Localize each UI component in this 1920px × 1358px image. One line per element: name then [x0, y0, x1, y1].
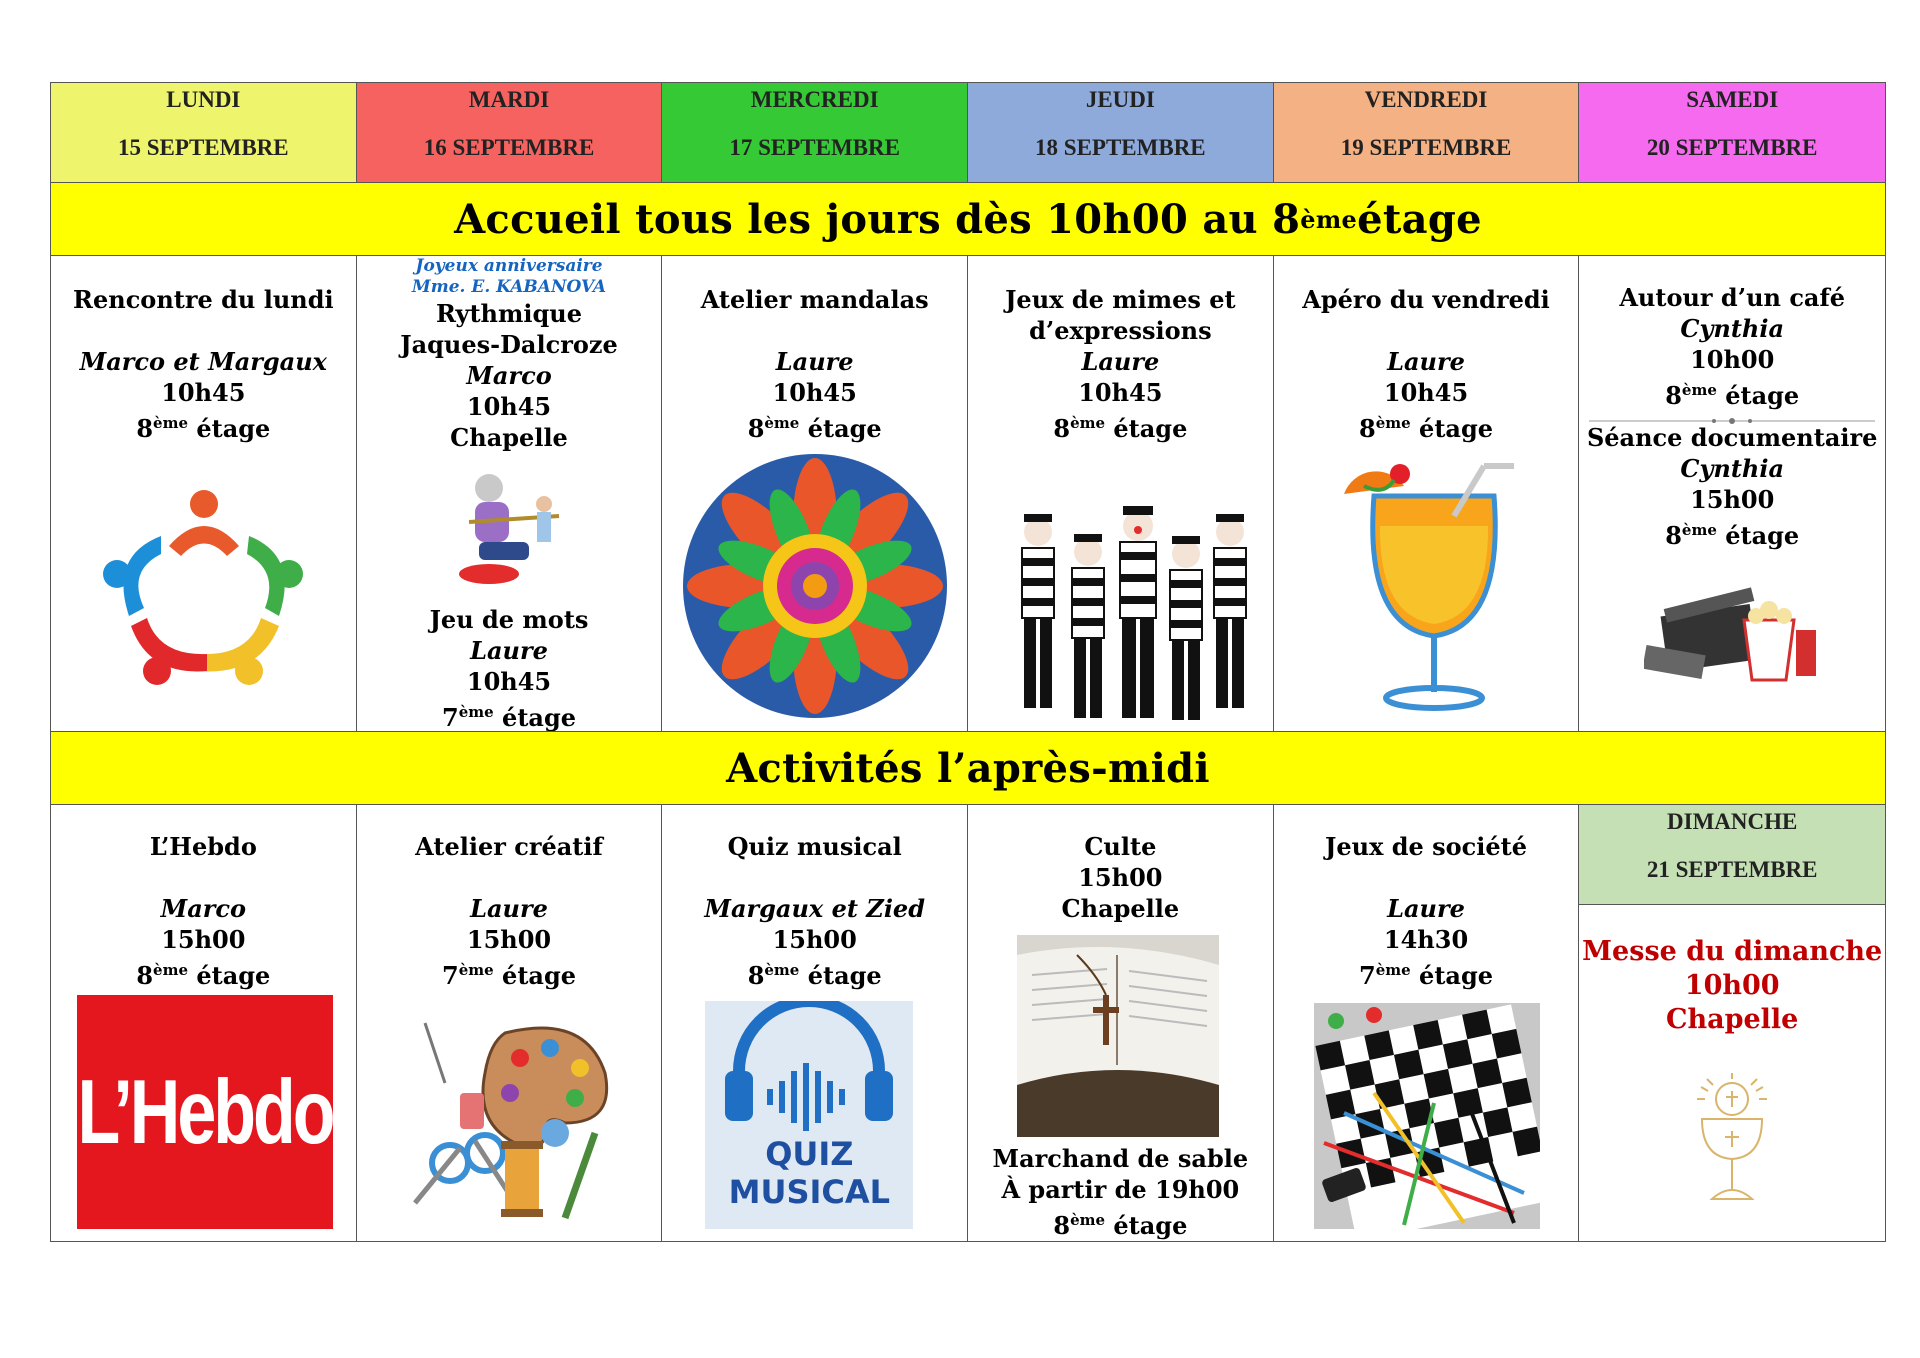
activity-block — [51, 831, 356, 991]
activity-host: Laure — [775, 347, 854, 376]
activity-time: 10h45 — [466, 667, 552, 696]
mass-time: 10h00 — [1684, 970, 1780, 1001]
banner-sup: ème — [1300, 204, 1358, 234]
day-date: 18 SEPTEMBRE — [1035, 135, 1206, 160]
morning-mardi — [357, 256, 663, 731]
afternoon-dimanche — [1579, 805, 1885, 1241]
morning-samedi — [1579, 256, 1885, 731]
bible-icon — [1017, 935, 1219, 1137]
mandala-icon — [682, 448, 948, 724]
activity-floor: 8ème étage — [136, 961, 271, 990]
activity-block-2 — [357, 604, 662, 731]
activity-time: 10h45 — [772, 378, 857, 407]
mimes-icon — [988, 492, 1258, 724]
day-header-lundi — [51, 83, 357, 182]
day-name: SAMEDI — [1686, 87, 1779, 112]
day-header-samedi — [1579, 83, 1885, 182]
activity-place: Chapelle — [450, 423, 568, 452]
activity-title: Jeux de mimes et — [1005, 285, 1236, 314]
afternoon-mercredi — [662, 805, 968, 1241]
day-header-dimanche — [1579, 805, 1885, 905]
activity-floor: 8ème étage — [747, 961, 882, 990]
board-games-icon — [1314, 1003, 1540, 1229]
day-name: LUNDI — [166, 87, 241, 112]
activity-title: Autour d’un café — [1619, 283, 1846, 312]
day-date: 19 SEPTEMBRE — [1340, 135, 1512, 160]
activity-title: Atelier créatif — [415, 832, 603, 861]
afternoon-vendredi — [1274, 805, 1580, 1241]
activity-title: Rythmique — [436, 299, 583, 328]
day-date: 20 SEPTEMBRE — [1646, 135, 1818, 160]
activity-block — [1579, 282, 1885, 411]
morning-banner — [51, 183, 1885, 256]
activity-time: 10h45 — [1078, 378, 1163, 407]
birthday-line: Joyeux anniversaire — [415, 256, 603, 276]
day-date: 15 SEPTEMBRE — [118, 135, 289, 160]
activity-block — [968, 831, 1273, 924]
activity-block — [357, 831, 662, 991]
mass-place: Chapelle — [1666, 1004, 1799, 1035]
activity-title: Atelier mandalas — [700, 285, 929, 314]
mass-block — [1579, 935, 1885, 1037]
activity-host: Cynthia — [1680, 314, 1785, 343]
banner-text: Accueil tous les jours dès 10h00 au 8 — [454, 195, 1301, 243]
quiz-musical-logo — [705, 1001, 913, 1229]
activity-time: 15h00 — [772, 925, 857, 954]
day-name: MARDI — [468, 87, 550, 112]
morning-vendredi — [1274, 256, 1580, 731]
activity-floor: 7ème étage — [1359, 961, 1494, 990]
activity-floor: 8ème étage — [1665, 521, 1800, 550]
activity-floor: 8ème étage — [1665, 381, 1800, 410]
cinema-icon — [1644, 580, 1820, 686]
activity-floor: 8ème étage — [1359, 414, 1494, 443]
activity-floor: 8ème étage — [1053, 1211, 1188, 1240]
activity-title-2: d’expressions — [1029, 316, 1212, 345]
afternoon-lundi — [51, 805, 357, 1241]
activity-host: Marco — [160, 894, 247, 923]
activity-time: 15h00 — [466, 925, 552, 954]
hebdo-logo — [77, 995, 333, 1229]
craft-supplies-icon — [405, 1013, 615, 1223]
morning-lundi — [51, 256, 357, 731]
activity-title: Séance documentaire — [1586, 423, 1878, 452]
activity-time: 10h45 — [466, 392, 552, 421]
activity-title: Marchand de sable — [992, 1144, 1249, 1173]
morning-mercredi — [662, 256, 968, 731]
activity-floor: 8ème étage — [1053, 414, 1188, 443]
activity-time: 15h00 — [1078, 863, 1163, 892]
day-name: JEUDI — [1085, 87, 1155, 112]
headphones-icon — [705, 1001, 913, 1131]
activity-block-2 — [1579, 422, 1885, 551]
hebdo-logo-text: L’Hebdo — [77, 1061, 333, 1163]
morning-row — [51, 256, 1885, 732]
activity-block — [1274, 831, 1579, 991]
activity-floor: 7ème étage — [442, 961, 576, 990]
day-header-mardi — [357, 83, 663, 182]
activity-title: Apéro du vendredi — [1302, 285, 1550, 314]
quiz-logo-line-1: QUIZ — [765, 1135, 854, 1173]
activity-block — [968, 284, 1273, 444]
afternoon-mardi — [357, 805, 663, 1241]
banner-text: Activités l’après-midi — [726, 744, 1210, 792]
day-header-jeudi — [968, 83, 1274, 182]
activity-host: Laure — [1081, 347, 1160, 376]
day-header-vendredi — [1274, 83, 1580, 182]
activity-title: Quiz musical — [727, 832, 902, 861]
activity-place: Chapelle — [1061, 894, 1180, 923]
activity-time: 10h00 — [1690, 345, 1775, 374]
activity-time: 14h30 — [1383, 925, 1469, 954]
activity-time: 15h00 — [161, 925, 246, 954]
day-header-row — [51, 83, 1885, 183]
activity-time: 10h45 — [1383, 378, 1469, 407]
birthday-note — [357, 256, 662, 298]
activity-block — [662, 831, 967, 991]
day-header-mercredi — [662, 83, 968, 182]
activity-host: Marco — [466, 361, 552, 390]
activity-host: Margaux et Zied — [704, 894, 925, 923]
chalice-icon — [1677, 1071, 1787, 1207]
activity-floor: 8ème étage — [136, 414, 271, 443]
afternoon-row — [51, 805, 1885, 1241]
afternoon-jeudi — [968, 805, 1274, 1241]
activity-time: 10h45 — [161, 378, 246, 407]
activity-block — [357, 298, 662, 453]
activity-host: Laure — [1387, 347, 1465, 376]
activity-title-2: Jaques-Dalcroze — [400, 330, 618, 359]
activity-host: Cynthia — [1680, 454, 1785, 483]
activity-block — [662, 284, 967, 444]
day-date: 21 SEPTEMBRE — [1646, 857, 1818, 882]
activity-host: Laure — [1387, 894, 1465, 923]
morning-jeudi — [968, 256, 1274, 731]
music-lesson-icon — [449, 466, 569, 586]
activity-title: L’Hebdo — [149, 832, 257, 861]
activity-host: Laure — [470, 636, 548, 665]
weekly-schedule — [50, 82, 1886, 1242]
activity-title: Culte — [1084, 832, 1157, 861]
banner-tail: étage — [1357, 195, 1482, 243]
activity-block — [1274, 284, 1579, 444]
activity-host: Laure — [470, 894, 548, 923]
quiz-logo-line-2: MUSICAL — [728, 1173, 891, 1211]
day-name: DIMANCHE — [1667, 809, 1798, 834]
activity-floor: 7ème étage — [442, 703, 576, 731]
activity-block — [51, 284, 356, 444]
activity-time: À partir de 19h00 — [1001, 1175, 1240, 1204]
activity-floor: 8ème étage — [747, 414, 882, 443]
day-name: VENDREDI — [1364, 87, 1488, 112]
cocktail-icon — [1334, 456, 1524, 716]
activity-block-2 — [968, 1143, 1273, 1241]
birthday-name: Mme. E. KABANOVA — [411, 277, 607, 297]
day-date: 16 SEPTEMBRE — [423, 135, 595, 160]
mass-title: Messe du dimanche — [1582, 936, 1883, 967]
activity-time: 15h00 — [1690, 485, 1775, 514]
afternoon-banner — [51, 732, 1885, 805]
day-name: MERCREDI — [750, 87, 879, 112]
activity-title: Jeux de société — [1325, 832, 1528, 861]
activity-title: Jeu de mots — [429, 605, 589, 634]
activity-title: Rencontre du lundi — [73, 285, 334, 314]
activity-host: Marco et Margaux — [79, 347, 327, 376]
people-circle-icon — [89, 476, 319, 696]
day-date: 17 SEPTEMBRE — [729, 135, 900, 160]
